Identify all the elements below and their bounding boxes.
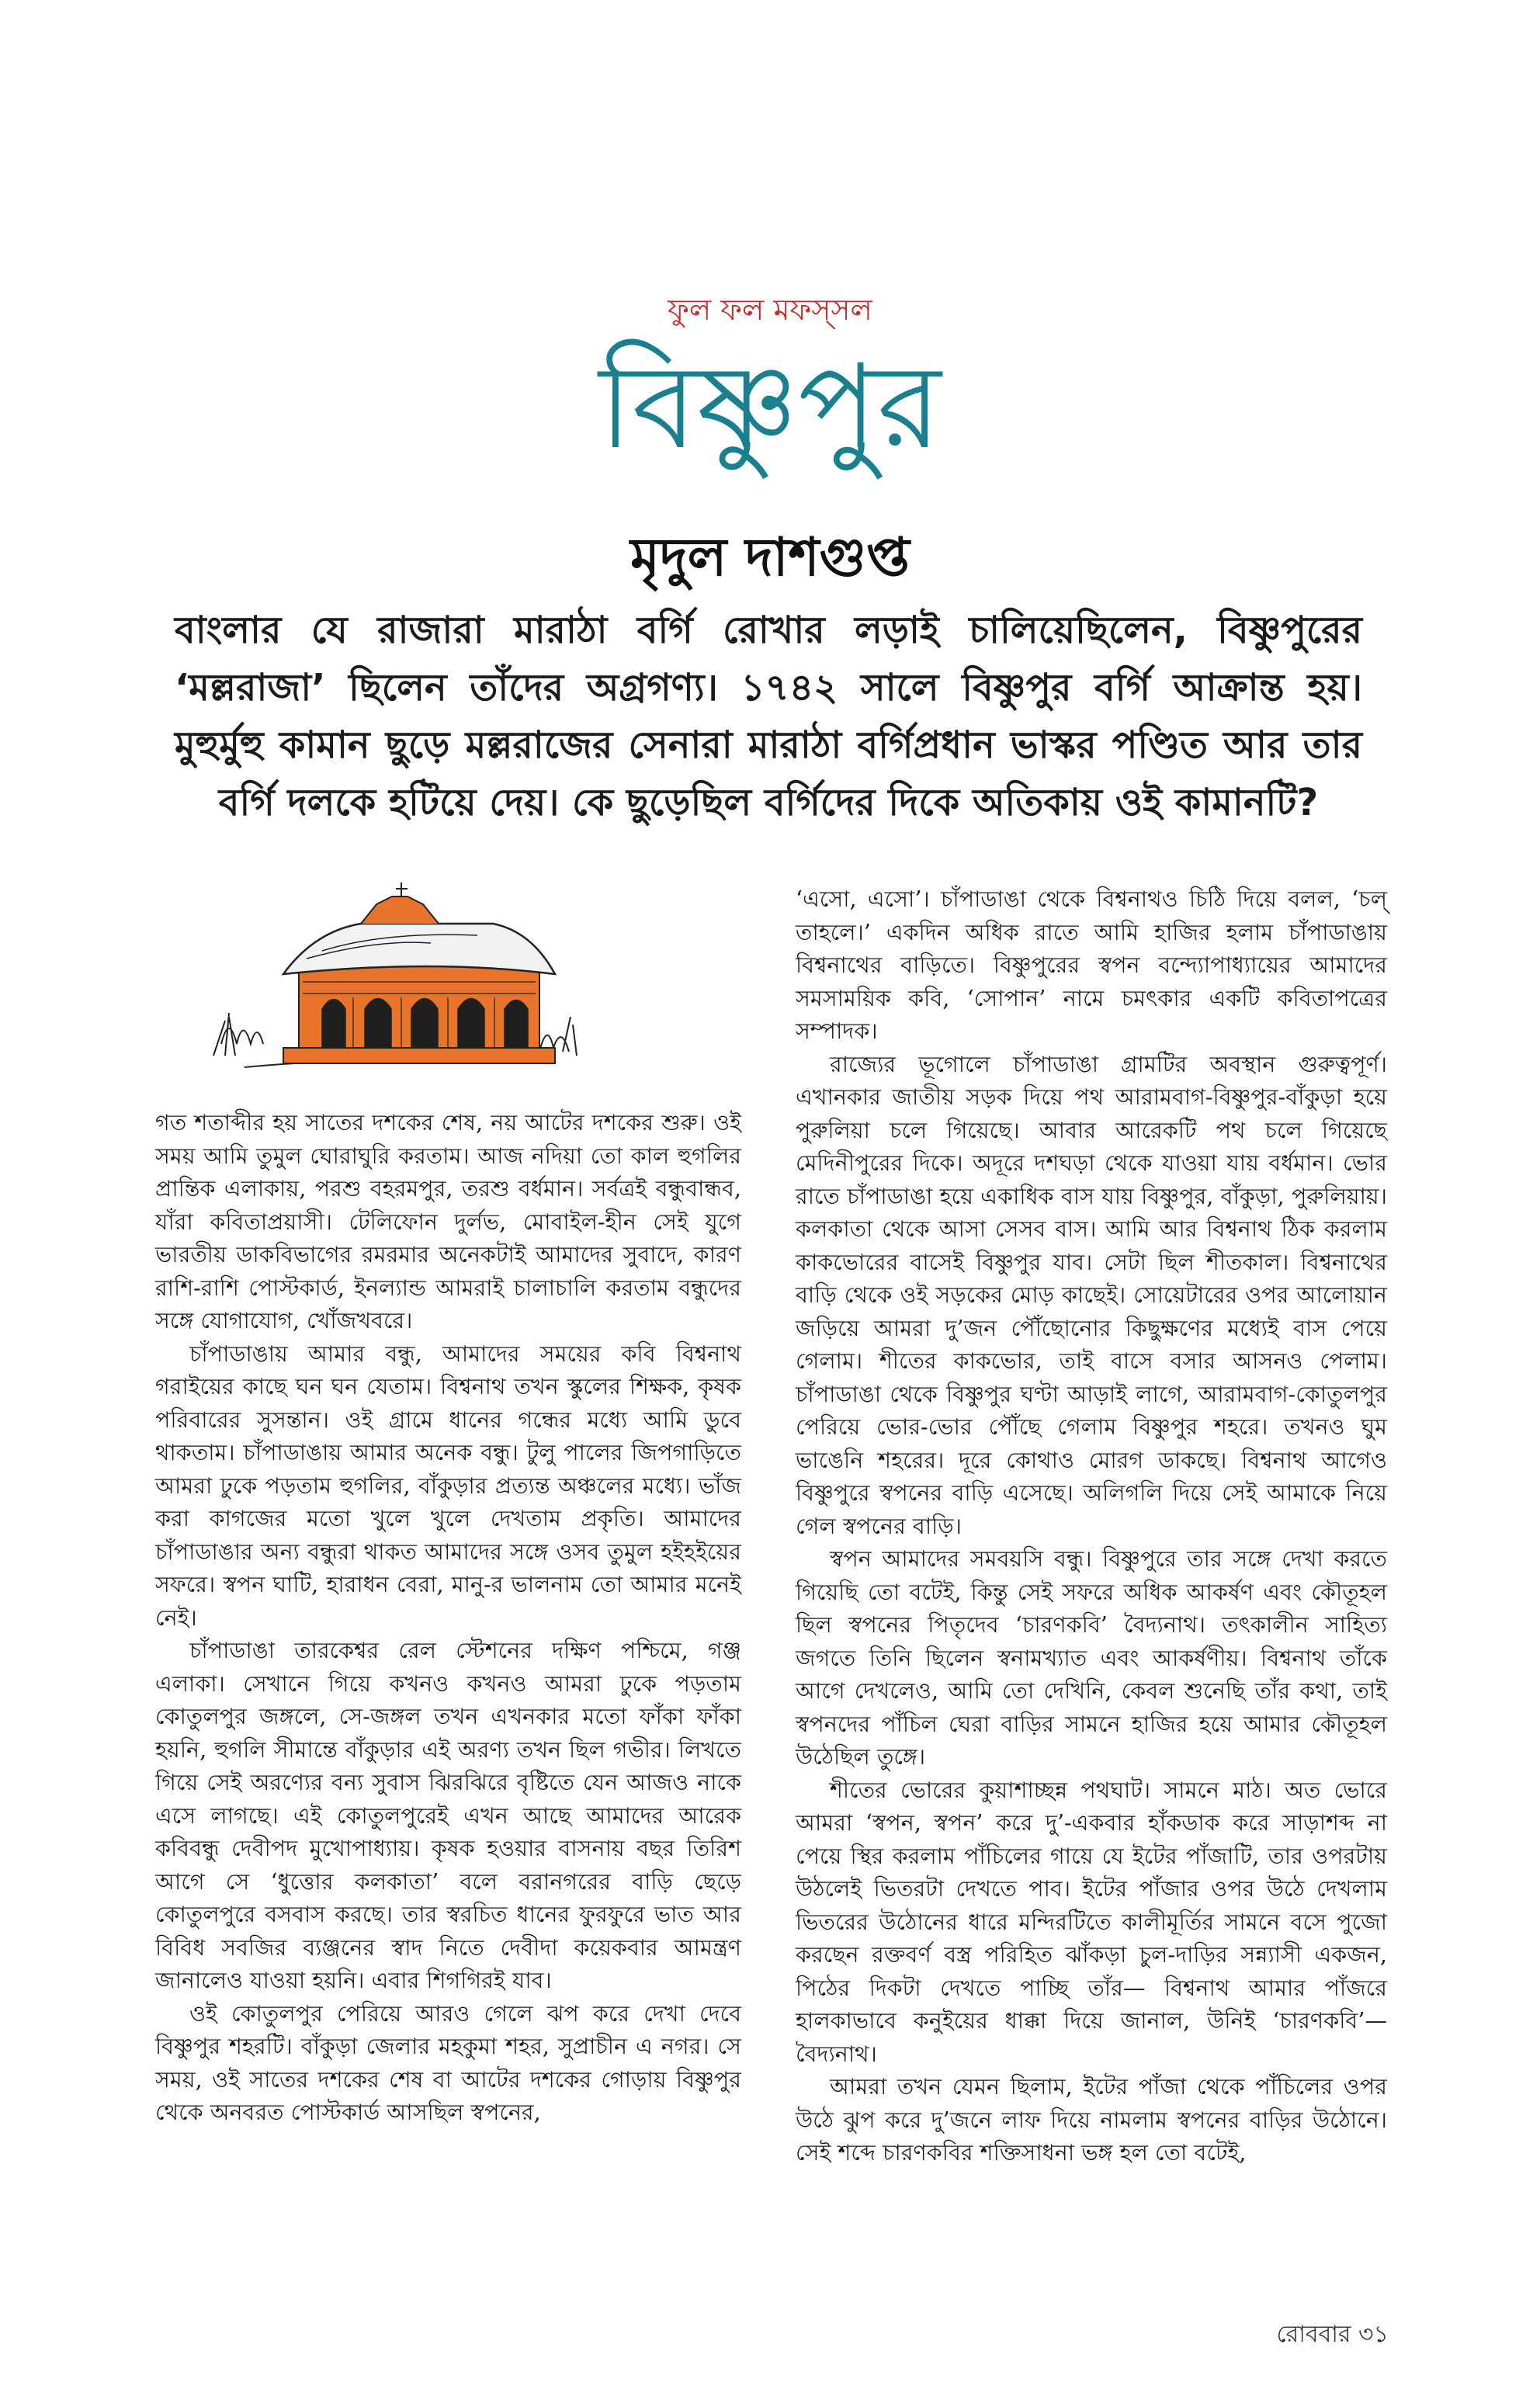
article-title: বিষ্ণুপুর	[598, 340, 942, 475]
left-paragraph-1: গত শতাব্দীর হয় সাতের দশকের শেষ, নয় আটের দশকের শুরু। ওই সময় আমি তুমুল ঘোরাঘুরি করতাম। আজ নদিয়া তো কাল হুগলির প্রান্তিক এলাকায়, পরশু বহরমপুর, তরশু বর্ধমান। সর্বত্রই বন্ধুবান্ধব, যাঁরা কবিতাপ্রয়াসী। টেলিফোন দুর্লভ, মোবাইল-হীন সেই যুগে ভারতীয় ডাকবিভাগের রমরমার অনেকটাই আমাদের সুবাদে, কারণ রাশি-রাশি পোস্টকার্ড, ইনল্যান্ড আমরাই চালাচালি করতাম বন্ধুদের সঙ্গে যোগাযোগ, খোঁজখবরে।	[155, 1109, 741, 1333]
author-byline: মৃদুল দাশগুপ্ত	[630, 527, 910, 588]
lede-paragraph: বাংলার যে রাজারা মারাঠা বর্গি রোখার লড়াই চালিয়েছিলেন, বিষ্ণুপুরের ‘মল্লরাজা’ ছিলেন তাঁদের অগ্রগণ্য। ১৭৪২ সালে বিষ্ণুপুর বর্গি আক্রান্ত হয়। মুহুর্মুহু কামান ছুড়ে মল্লরাজের সেনারা মারাঠা বর্গিপ্রধান ভাস্কর পণ্ডিত আর তার বর্গি দলকে হটিয়ে দেয়। কে ছুড়েছিল বর্গিদের দিকে অতিকায় ওই কামানটি?	[175, 609, 1362, 824]
right-paragraph-2: রাজ্যের ভূগোলে চাঁপাডাঙা গ্রামটির অবস্থান গুরুত্বপূর্ণ। এখানকার জাতীয় সড়ক দিয়ে পথ আরামবাগ-বিষ্ণুপুর-বাঁকুড়া হয়ে পুরুলিয়া চলে গিয়েছে। আবার আরেকটি পথ চলে গিয়েছে মেদিনীপুরের দিকে। অদূরে দশঘড়া থেকে যাওয়া যায় বর্ধমান। ভোর রাতে চাঁপাডাঙা হয়ে একাধিক বাস যায় বিষ্ণুপুর, বাঁকুড়া, পুরুলিয়ায়। কলকাতা থেকে আসা সেসব বাস। আমি আর বিশ্বনাথ ঠিক করলাম কাকভোরের বাসেই বিষ্ণুপুর যাব। সেটা ছিল শীতকাল। বিশ্বনাথের বাড়ি থেকে ওই সড়কের মোড় কাছেই। সোয়েটারের ওপর আলোয়ান জড়িয়ে আমরা দু’জন পৌঁছোনোর কিছুক্ষণের মধ্যেই বাস পেয়ে গেলাম। শীতের কাকভোর, তাই বাসে বসার আসনও পেলাম। চাঁপাডাঙা থেকে বিষ্ণুপুর ঘণ্টা আড়াই লাগে, আরামবাগ-কোতুলপুর পেরিয়ে ভোর-ভোর পৌঁছে গেলাম বিষ্ণুপুর শহরে। তখনও ঘুম ভাঙেনি শহরের। দূরে কোথাও মোরগ ডাকছে। বিশ্বনাথ আগেও বিষ্ণুপুরে স্বপনের বাড়ি এসেছে। অলিগলি দিয়ে সেই আমাকে নিয়ে গেল স্বপনের বাড়ি।	[796, 1050, 1387, 1539]
right-paragraph-4: শীতের ভোরের কুয়াশাচ্ছন্ন পথঘাট। সামনে মাঠ। অত ভোরে আমরা ‘স্বপন, স্বপন’ করে দু’-একবার হাঁকডাক করে সাড়াশব্দ না পেয়ে স্থির করলাম পাঁচিলের গায়ে যে ইটের পাঁজাটি, তার ওপরটায় উঠলেই ভিতরটা দেখতে পাব। ইটের পাঁজার ওপর উঠে দেখলাম ভিতরের উঠোনের ধারে মন্দিরটিতে কালীমূর্তির সামনে বসে পুজো করছেন রক্তবর্ণ বস্ত্র পরিহিত ঝাঁকড়া চুল-দাড়ির সন্ন্যাসী একজন, পিঠের দিকটা দেখতে পাচ্ছি তাঁর— বিশ্বনাথ আমার পাঁজরে হালকাভাবে কনুইয়ের ধাক্কা দিয়ে জানাল, উনিই ‘চারণকবি’— বৈদ্যনাথ।	[796, 1776, 1387, 2067]
right-column	[796, 883, 1387, 2169]
left-column	[155, 1106, 741, 2129]
left-paragraph-2: চাঁপাডাঙায় আমার বন্ধু, আমাদের সময়ের কবি বিশ্বনাথ গরাইয়ের কাছে ঘন ঘন যেতাম। বিশ্বনাথ তখন স্কুলের শিক্ষক, কৃষক পরিবারের সুসন্তান। ওই গ্রামে ধানের গন্ধের মধ্যে আমি ডুবে থাকতাম। চাঁপাডাঙায় আমার অনেক বন্ধু। টুলু পালের জিপগাড়িতে আমরা ঢুকে পড়তাম হুগলির, বাঁকুড়ার প্রত্যন্ত অঞ্চলের মধ্যে। ভাঁজ করা কাগজের মতো খুলে খুলে দেখতাম প্রকৃতি। আমাদের চাঁপাডাঙার অন্য বন্ধুরা থাকত আমাদের সঙ্গে ওসব তুমুল হইহইয়ের সফরে। স্বপন ঘাটি, হারাধন বেরা, মানু-র ভালনাম তো আমার মনেই নেই।	[155, 1340, 741, 1631]
section-label: ফুল ফল মফস্‌সল	[668, 293, 872, 327]
terracotta-temple-sketch-icon	[198, 858, 602, 1091]
right-paragraph-1: ‘এসো, এসো’। চাঁপাডাঙা থেকে বিশ্বনাথও চিঠি দিয়ে বলল, ‘চল্‌ তাহলে।’ একদিন অধিক রাতে আমি হাজির হলাম চাঁপাডাঙায় বিশ্বনাথের বাড়িতে। বিষ্ণুপুরের স্বপন বন্দ্যোপাধ্যায়ের আমাদের সমসাময়িক কবি, ‘সোপান’ নামে চমৎকার একটি কবিতাপত্রের সম্পাদক।	[796, 886, 1387, 1044]
right-paragraph-3: স্বপন আমাদের সমবয়সি বন্ধু। বিষ্ণুপুরে তার সঙ্গে দেখা করতে গিয়েছি তো বটেই, কিন্তু সেই সফরে অধিক আকর্ষণ এবং কৌতূহল ছিল স্বপনের পিতৃদেব ‘চারণকবি’ বৈদ্যনাথ। তৎকালীন সাহিত্য জগতে তিনি ছিলেন স্বনামখ্যাত এবং আকর্ষণীয়। বিশ্বনাথ তাঁকে আগে দেখলেও, আমি তো দেখিনি, কেবল শুনেছি তাঁর কথা, তাই স্বপনদের পাঁচিল ঘেরা বাড়ির সামনে হাজির হয়ে আমার কৌতূহল উঠেছিল তুঙ্গে।	[796, 1545, 1387, 1770]
left-paragraph-3: চাঁপাডাঙা তারকেশ্বর রেল স্টেশনের দক্ষিণ পশ্চিমে, গঞ্জ এলাকা। সেখানে গিয়ে কখনও কখনও আমরা ঢুকে পড়তাম কোতুলপুর জঙ্গলে, সে-জঙ্গল তখন এখনকার মতো ফাঁকা ফাঁকা হয়নি, হুগলি সীমান্তে বাঁকুড়ার এই অরণ্য তখন ছিল গভীর। লিখতে গিয়ে সেই অরণ্যের বন্য সুবাস ঝিরঝিরে বৃষ্টিতে যেন আজও নাকে এসে লাগছে। এই কোতুলপুরেই এখন আছে আমাদের আরেক কবিবন্ধু দেবীপদ মুখোপাধ্যায়। কৃষক হওয়ার বাসনায় বছর তিরিশ আগে সে ‘ধুত্তোর কলকাতা’ বলে বরানগরের বাড়ি ছেড়ে কোতুলপুরে বসবাস করছে। তার স্বরচিত ধানের ফুরফুরে ভাত আর বিবিধ সবজির ব্যঞ্জনের স্বাদ নিতে দেবীদা কয়েকবার আমন্ত্রণ জানালেও যাওয়া হয়নি। এবার শিগগিরই যাব।	[155, 1637, 741, 1993]
left-paragraph-4: ওই কোতুলপুর পেরিয়ে আরও গেলে ঝপ করে দেখা দেবে বিষ্ণুপুর শহরটি। বাঁকুড়া জেলার মহকুমা শহর, সুপ্রাচীন এ নগর। সে সময়, ওই সাতের দশকের শেষ বা আটের দশকের গোড়ায় বিষ্ণুপুর থেকে অনবরত পোস্টকার্ড আসছিল স্বপনের,	[155, 1999, 741, 2125]
page-folio: রোববার ৩১	[1276, 2321, 1389, 2348]
right-paragraph-5: আমরা তখন যেমন ছিলাম, ইটের পাঁজা থেকে পাঁচিলের ওপর উঠে ঝুপ করে দু’জনে লাফ দিয়ে নামলাম স্বপনের বাড়ির উঠোনে। সেই শব্দে চারণকবির শক্তিসাধনা ভঙ্গ হল তো বটেই,	[796, 2073, 1387, 2166]
